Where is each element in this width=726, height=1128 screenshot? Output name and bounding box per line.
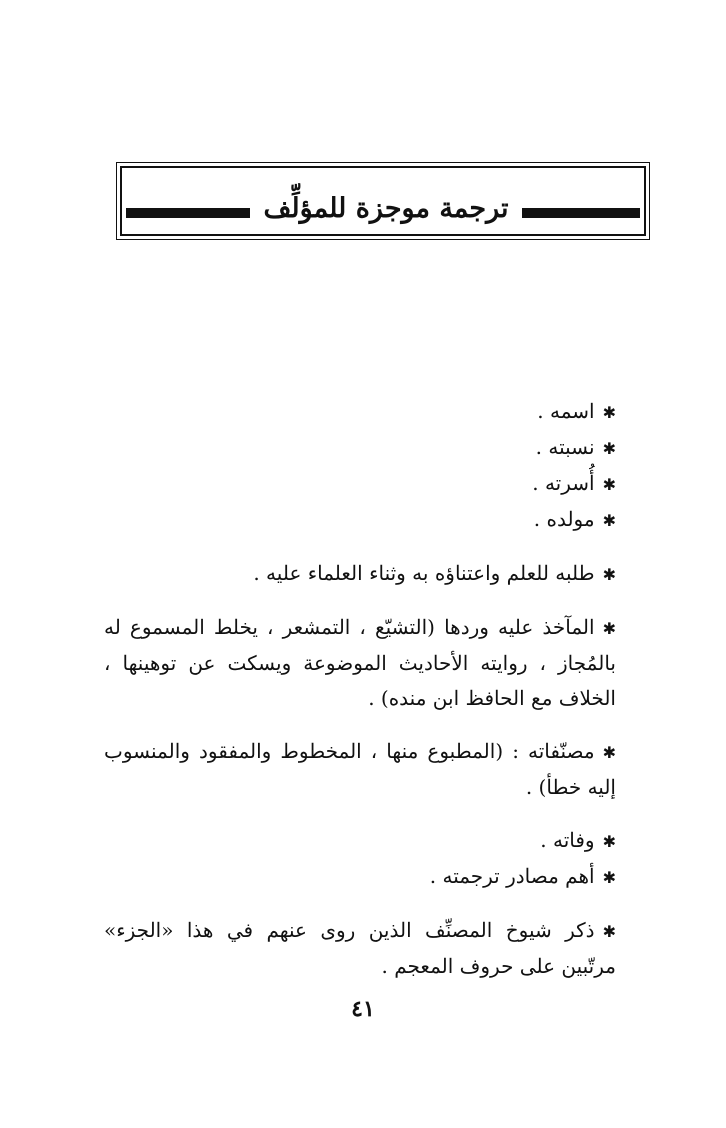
list-item-birth: ✱مولده . [104,502,616,538]
list-item-death: ✱وفاته . [104,823,616,859]
page-number: ٤١ [351,996,375,1022]
list-item-teachers: ✱ذكر شيوخ المصنِّف الذين روى عنهم في هذا «الجزء» مرتّبين على حروف المعجم . [104,913,616,984]
bullet-star-icon: ✱ [602,511,616,530]
title-decorative-bar-left [126,208,250,218]
bullet-star-icon: ✱ [602,439,616,458]
list-item-sources: ✱أهم مصادر ترجمته . [104,859,616,895]
bullet-star-icon: ✱ [602,922,616,941]
list-item-study: ✱طلبه للعلم واعتناؤه به وثناء العلماء عليه . [104,556,616,592]
title-decorative-bar-right [522,208,640,218]
list-item-lineage: ✱نسبته . [104,430,616,466]
bullet-star-icon: ✱ [602,475,616,494]
title-frame [120,166,646,236]
bullet-star-icon: ✱ [602,403,616,422]
bullet-star-icon: ✱ [602,868,616,887]
bullet-star-icon: ✱ [602,619,616,638]
contents-list [104,394,616,984]
list-item-family: ✱أُسرته . [104,466,616,502]
bullet-star-icon: ✱ [602,743,616,762]
list-item-name: ✱اسمه . [104,394,616,430]
list-item-works: ✱مصنّفاته : (المطبوع منها ، المخطوط والمفقود والمنسوب إليه خطأ) . [104,734,616,805]
list-item-criticisms: ✱المآخذ عليه وردها (التشيّع ، التمشعر ، يخلط المسموع له بالمُجاز ، روايته الأحاديث الموضوعة ويسكت عن توهينها ، الخلاف مع الحافظ ابن منده) . [104,610,616,716]
page-title: ترجمة موجزة للمؤلِّف [263,193,509,224]
bullet-star-icon: ✱ [602,565,616,584]
bullet-star-icon: ✱ [602,832,616,851]
